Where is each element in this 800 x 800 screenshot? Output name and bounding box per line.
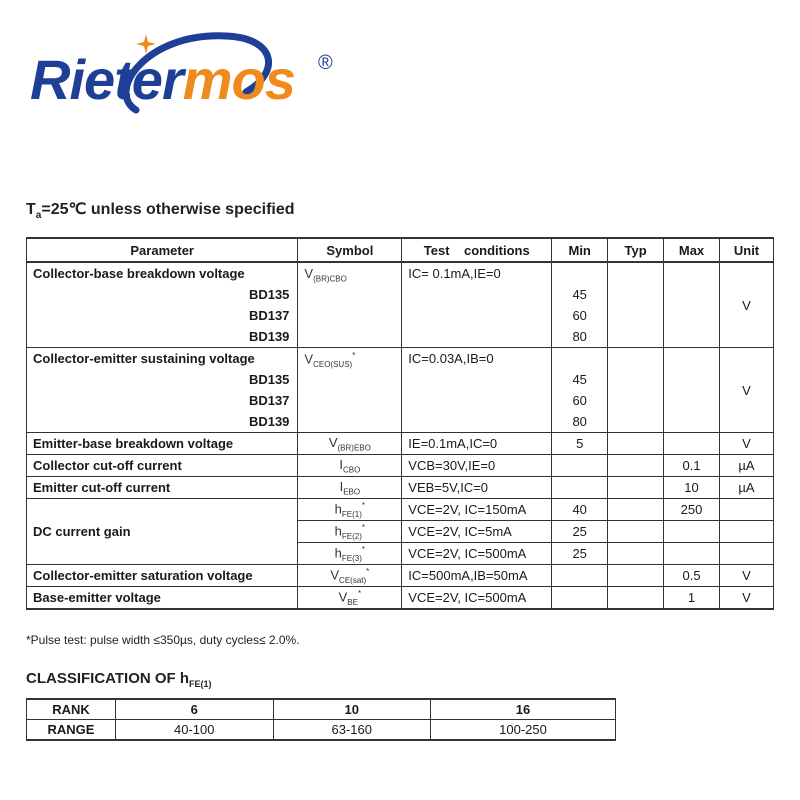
- conditions-vceo: IC=0.03A,IB=0: [402, 348, 552, 433]
- typ-value: [608, 587, 664, 610]
- variant-bd137: BD137: [27, 305, 298, 326]
- min-empty: [552, 348, 608, 370]
- min-value: [552, 477, 608, 499]
- min-empty: [552, 262, 608, 284]
- electrical-characteristics-table: [26, 237, 774, 610]
- registered-mark: ®: [318, 52, 333, 74]
- header-unit: Unit: [720, 238, 774, 262]
- conditions-hfe1: VCE=2V, IC=150mA: [402, 499, 552, 521]
- range-label: RANGE: [27, 720, 116, 741]
- symbol-vcesat: $V_{CE(sat)}^*$: [298, 565, 402, 587]
- typ-value: [608, 477, 664, 499]
- variant-bd135: BD135: [27, 284, 298, 305]
- rank-value: 16: [431, 699, 616, 720]
- min-value: 60: [552, 305, 608, 326]
- typ-value: [608, 543, 664, 565]
- max-value: [664, 543, 720, 565]
- unit-value: [720, 543, 774, 565]
- max-value: 0.5: [664, 565, 720, 587]
- symbol-vcbo: $V_{(BR)CBO}$: [298, 262, 402, 348]
- min-value: 25: [552, 521, 608, 543]
- max-value: 1: [664, 587, 720, 610]
- param-vcbo: Collector-base breakdown voltage: [27, 262, 298, 284]
- param-vebo: Emitter-base breakdown voltage: [27, 433, 298, 455]
- rietermos-logo: [26, 22, 346, 122]
- min-value: 45: [552, 284, 608, 305]
- table-row: [27, 348, 774, 370]
- header-typ: Typ: [608, 238, 664, 262]
- variant-bd139: BD139: [27, 326, 298, 348]
- typ-value: [608, 499, 664, 521]
- max-value: 250: [664, 499, 720, 521]
- table-row: [27, 262, 774, 284]
- unit-vceo: V: [720, 348, 774, 433]
- conditions-icbo: VCB=30V,IE=0: [402, 455, 552, 477]
- header-parameter: Parameter: [27, 238, 298, 262]
- classification-title: CLASSIFICATION OF $h_{FE(1)}$: [26, 670, 212, 689]
- table-row: [27, 565, 774, 587]
- table-header-row: [27, 238, 774, 262]
- symbol-hfe1: $h_{FE(1)}^*$: [298, 499, 402, 521]
- typ-value: [608, 521, 664, 543]
- table-row: [27, 477, 774, 499]
- unit-value: V: [720, 433, 774, 455]
- symbol-vebo: $V_{(BR)EBO}$: [298, 433, 402, 455]
- min-value: 60: [552, 390, 608, 411]
- header-max: Max: [664, 238, 720, 262]
- rank-row: [27, 699, 616, 720]
- param-vcesat: Collector-emitter saturation voltage: [27, 565, 298, 587]
- max-value: [664, 433, 720, 455]
- variant-bd137: BD137: [27, 390, 298, 411]
- logo-part-mos: mos: [182, 48, 295, 111]
- conditions-heading: $T_a=25℃$ unless otherwise specified: [26, 201, 295, 222]
- conditions-vbe: VCE=2V, IC=500mA: [402, 587, 552, 610]
- max-value: [664, 521, 720, 543]
- conditions-vcesat: IC=500mA,IB=50mA: [402, 565, 552, 587]
- table-row: [27, 455, 774, 477]
- unit-value: [720, 521, 774, 543]
- symbol-iebo: $I_{EBO}$: [298, 477, 402, 499]
- header-test-conditions: Test conditions: [402, 238, 552, 262]
- typ-value: [608, 565, 664, 587]
- typ-vcbo: [608, 262, 664, 348]
- min-value: 80: [552, 411, 608, 433]
- hfe-classification-table: [26, 698, 616, 741]
- header-min: Min: [552, 238, 608, 262]
- max-value: 10: [664, 477, 720, 499]
- header-symbol: Symbol: [298, 238, 402, 262]
- symbol-vceo: $V_{CEO(SUS)}^*$: [298, 348, 402, 433]
- pulse-test-footnote: *Pulse test: pulse width ≤350µs, duty cycles≤ 2.0%.: [26, 633, 300, 647]
- variant-bd135: BD135: [27, 369, 298, 390]
- logo-part-rieter: Rieter: [30, 48, 183, 111]
- param-icbo: Collector cut-off current: [27, 455, 298, 477]
- conditions-iebo: VEB=5V,IC=0: [402, 477, 552, 499]
- param-vceo: Collector-emitter sustaining voltage: [27, 348, 298, 370]
- min-value: 80: [552, 326, 608, 348]
- range-value: 63-160: [273, 720, 431, 741]
- min-value: [552, 565, 608, 587]
- unit-value: V: [720, 587, 774, 610]
- param-iebo: Emitter cut-off current: [27, 477, 298, 499]
- table-row: [27, 587, 774, 610]
- range-value: 100-250: [431, 720, 616, 741]
- typ-value: [608, 455, 664, 477]
- min-value: [552, 587, 608, 610]
- min-value: 45: [552, 369, 608, 390]
- table-row: [27, 433, 774, 455]
- conditions-hfe3: VCE=2V, IC=500mA: [402, 543, 552, 565]
- symbol-hfe3: $h_{FE(3)}^*$: [298, 543, 402, 565]
- param-vbe: Base-emitter voltage: [27, 587, 298, 610]
- typ-vceo: [608, 348, 664, 433]
- conditions-vcbo: IC= 0.1mA,IE=0: [402, 262, 552, 348]
- min-value: 25: [552, 543, 608, 565]
- unit-value: µA: [720, 455, 774, 477]
- unit-value: V: [720, 565, 774, 587]
- max-value: 0.1: [664, 455, 720, 477]
- rank-value: 6: [116, 699, 274, 720]
- conditions-vebo: IE=0.1mA,IC=0: [402, 433, 552, 455]
- max-vceo: [664, 348, 720, 433]
- unit-value: µA: [720, 477, 774, 499]
- max-vcbo: [664, 262, 720, 348]
- logo-wordmark: [30, 48, 295, 111]
- symbol-icbo: $I_{CBO}$: [298, 455, 402, 477]
- table-row: [27, 499, 774, 521]
- symbol-hfe2: $h_{FE(2)}^*$: [298, 521, 402, 543]
- rank-value: 10: [273, 699, 431, 720]
- param-hfe: DC current gain: [27, 499, 298, 565]
- symbol-vbe: $V_{BE}^*$: [298, 587, 402, 610]
- unit-value: [720, 499, 774, 521]
- min-value: 40: [552, 499, 608, 521]
- range-row: [27, 720, 616, 741]
- range-value: 40-100: [116, 720, 274, 741]
- unit-vcbo: V: [720, 262, 774, 348]
- rank-label: RANK: [27, 699, 116, 720]
- conditions-hfe2: VCE=2V, IC=5mA: [402, 521, 552, 543]
- variant-bd139: BD139: [27, 411, 298, 433]
- typ-value: [608, 433, 664, 455]
- min-value: [552, 455, 608, 477]
- min-value: 5: [552, 433, 608, 455]
